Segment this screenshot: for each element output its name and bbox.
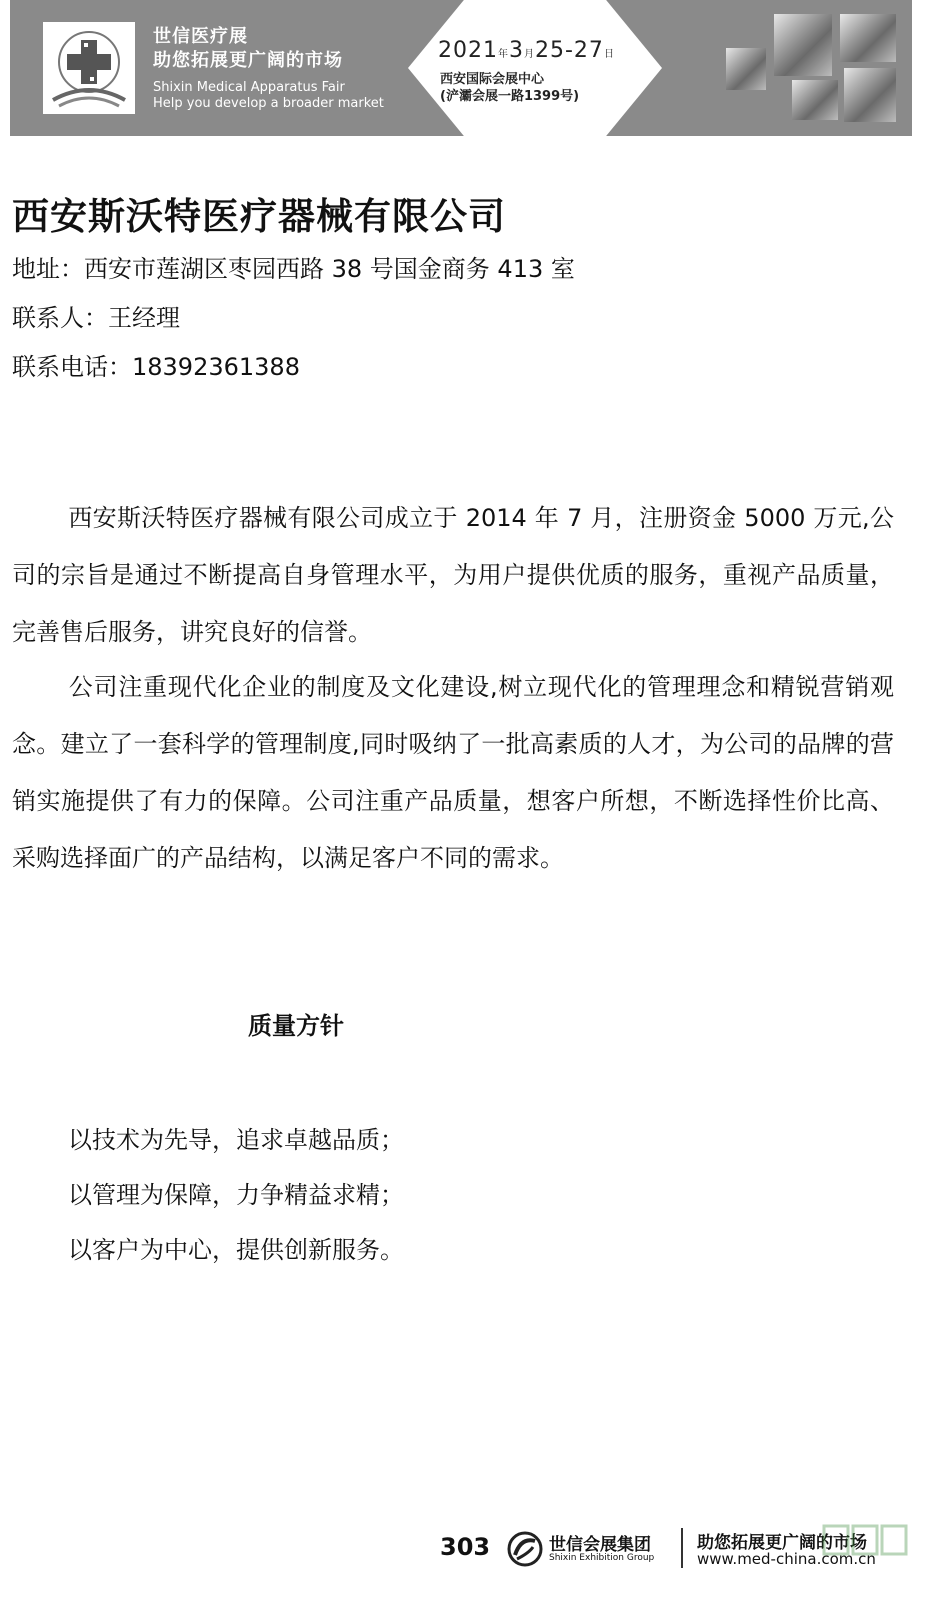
quality-policy-line: 以客户为中心，提供创新服务。 <box>68 1236 404 1264</box>
equipment-photo <box>844 68 896 122</box>
equipment-photo <box>840 14 896 62</box>
medical-cross-logo-icon <box>43 22 135 114</box>
footer-group-name-en: Shixin Exhibition Group <box>549 1553 655 1563</box>
watermark-logo-icon <box>820 1520 910 1560</box>
banner-slogan-en: Help you develop a broader market <box>153 96 384 111</box>
shixin-group-logo-icon <box>507 1531 543 1567</box>
banner-title-en: Shixin Medical Apparatus Fair <box>153 80 345 95</box>
page-number: 303 <box>440 1533 491 1561</box>
intro-paragraph-1: 西安斯沃特医疗器械有限公司成立于 2014 年 7 月，注册资金 5000 万元,公司的宗旨是通过不断提高自身管理水平，为用户提供优质的服务，重视产品质量，完善售后服务，讲究良好的信誉。 <box>12 504 894 646</box>
footer-group-name-cn: 世信会展集团 <box>549 1535 651 1555</box>
intro-paragraph-2: 公司注重现代化企业的制度及文化建设,树立现代化的管理理念和精锐营销观念。建立了一套科学的管理制度,同时吸纳了一批高素质的人才，为公司的品牌的营销实施提供了有力的保障。公司注重产品质量，想客户所想，不断选择性价比高、采购选择面广的产品结构，以满足客户不同的需求。 <box>12 673 894 872</box>
company-phone: 联系电话：18392361388 <box>12 353 300 381</box>
fair-venue: 西安国际会展中心 <box>440 72 545 87</box>
banner-slogan-cn: 助您拓展更广阔的市场 <box>153 50 343 71</box>
quality-policy-title: 质量方针 <box>248 1012 344 1040</box>
quality-policy-line: 以管理为保障，力争精益求精； <box>68 1181 404 1209</box>
footer-divider <box>681 1528 683 1568</box>
equipment-photo <box>726 48 766 90</box>
footer-url[interactable]: www.med-china.com.cn <box>697 1550 876 1568</box>
banner-title-cn: 世信医疗展 <box>153 26 248 47</box>
fair-date: 2021年3月25-27日 <box>438 38 615 63</box>
equipment-photo <box>792 80 838 120</box>
fair-venue-address: (浐灞会展一路1399号) <box>440 89 580 104</box>
fair-logo <box>43 22 135 114</box>
footer-slogan: 助您拓展更广阔的市场 <box>697 1533 867 1553</box>
quality-policy-line: 以技术为先导，追求卓越品质； <box>68 1126 404 1154</box>
company-name: 西安斯沃特医疗器械有限公司 <box>12 195 506 238</box>
company-contact: 联系人：王经理 <box>12 304 180 332</box>
equipment-photo <box>774 14 832 76</box>
company-address: 地址：西安市莲湖区枣园西路 38 号国金商务 413 室 <box>12 255 575 283</box>
